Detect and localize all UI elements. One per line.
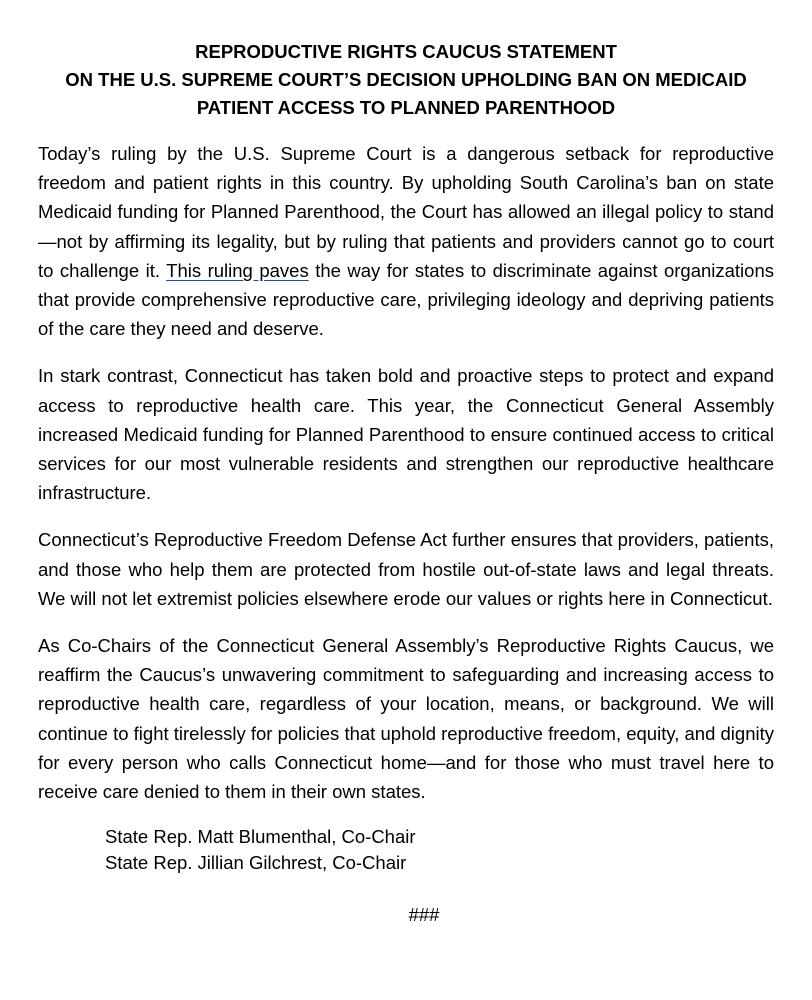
paragraph-1-text-start: Today’s ruling by the U.S. Supreme Court is a dangerous setback for reproductive freedom and patient rights in this country. By upholding South Carolina’s ban on state Medicaid funding for Planned Parenthood, the Court has allowed an illegal policy to stand—not by affirming its legality, but by ruling that patients and providers cannot go to court to challenge it. — [38, 143, 774, 281]
paragraph-defense-act: Connecticut’s Reproductive Freedom Defense Act further ensures that providers, patients, and those who help them are protected from hostile out-of-state laws and legal threats. We will not let extremist policies elsewhere erode our values or rights here in Connecticut. — [38, 529, 774, 609]
end-of-release-mark: ### — [408, 904, 440, 926]
paragraph-1-text-end: the way for states to discriminate against organizations that provide comprehensive reproductive care, privileging ideology and depriving patients of the care they need and deserve. — [38, 259, 774, 340]
paragraph-caucus-commitment: As Co-Chairs of the Connecticut General Assembly’s Reproductive Rights Caucus, we reaffirm the Caucus’s unwavering commitment to safeguarding and increasing access to reproductive health care, regardless of your location, means, or background. We will continue to fight tirelessly for policies that uphold reproductive freedom, equity, and dignity for every person who calls Connecticut home—and for those who must travel here to receive care denied to them in their own states. — [38, 635, 774, 803]
signature-line: State Rep. Jillian Gilchrest, Co-Chair — [105, 852, 407, 874]
paragraph-connecticut-action: In stark contrast, Connecticut has taken bold and proactive steps to protect and expand access to reproductive health care. This year, the Connecticut General Assembly increased Medicaid funding for Planned Parenthood to ensure continued access to critical services for our most vulnerable residents and strengthen our reproductive healthcare infrastructure. — [38, 365, 774, 504]
signature-line: State Rep. Matt Blumenthal, Co-Chair — [105, 826, 416, 848]
statement-title — [38, 38, 774, 122]
title-line-2: ON THE U.S. SUPREME COURT’S DECISION UPHOLDING BAN ON MEDICAID — [65, 69, 747, 90]
title-line-1: REPRODUCTIVE RIGHTS CAUCUS STATEMENT — [195, 41, 617, 62]
signature-block — [105, 824, 774, 876]
title-line-3: PATIENT ACCESS TO PLANNED PARENTHOOD — [196, 97, 616, 118]
ruling-link[interactable]: This ruling paves — [166, 259, 309, 281]
paragraph-supreme-court-ruling — [38, 139, 774, 343]
